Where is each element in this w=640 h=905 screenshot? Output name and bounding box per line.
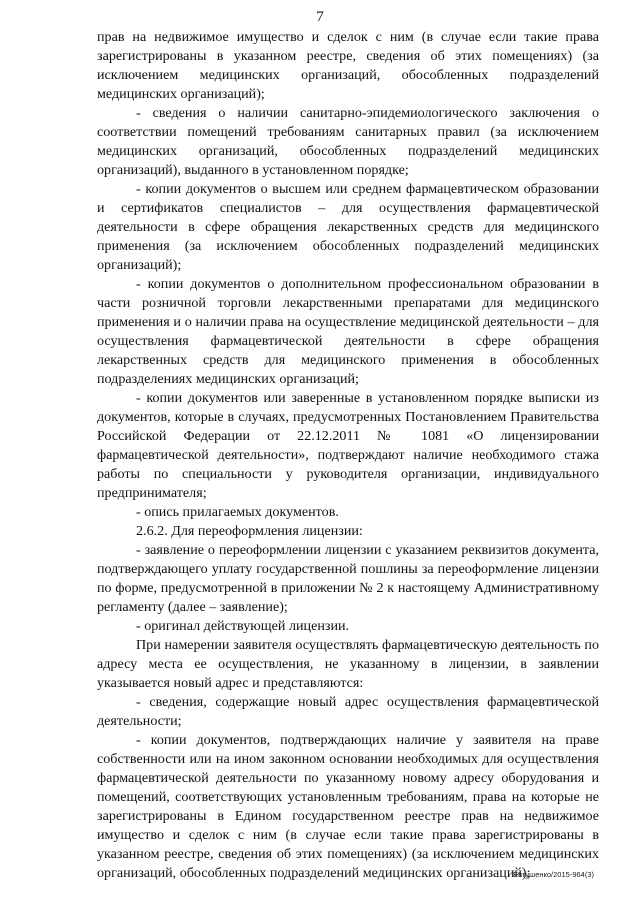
paragraph-9: - оригинал действующей лицензии. [136, 618, 350, 634]
paragraph-1: прав на недвижимое имущество и сделок с ним (в случае если такие права зарегистрированы в указанном реестре, сведения об этих помещениях) (за исключением медицинских организаций, обособленных подразделений медицинских организаций); [97, 29, 599, 102]
paragraph-11: - сведения, содержащие новый адрес осуществления фармацевтической деятельности; [97, 694, 599, 729]
paragraph-3: - копии документов о высшем или среднем фармацевтическом образовании и сертификатов специалистов – для осуществления фармацевтической деятельности в сфере обращения лекарственных средств для медицинского применения (за исключением обособленных подразделений медицинских организаций); [97, 181, 599, 273]
paragraph-4: - копии документов о дополнительном профессиональном образовании в части розничной торговли лекарственными препаратами для медицинского применения и о наличии права на осуществление медицинской деятельности – для осуществления фармацевтической деятельности в сфере обращения лекарственных средств для медицинского применения в обособленных подразделениях медицинских организаций; [97, 276, 599, 387]
paragraph-5: - копии документов или заверенные в установленном порядке выписки из документов, которые в случаях, предусмотренных Постановлением Правительства Российской Федерации от 22.12.2011 № 1081 «О лицензировании фармацевтической деятельности», подтверждают наличие необходимого стажа работы по специальности у руководителя организации, индивидуального предпринимателя; [97, 390, 599, 501]
page-number: 7 [316, 9, 324, 25]
section-heading-2-6-2: 2.6.2. Для переоформления лицензии: [136, 523, 363, 539]
paragraph-10: При намерении заявителя осуществлять фармацевтическую деятельность по адресу места ее осуществления, не указанному в лицензии, в заявлении указывается новый адрес и представляются: [97, 637, 599, 691]
paragraph-6: - опись прилагаемых документов. [136, 504, 339, 520]
paragraph-2: - сведения о наличии санитарно-эпидемиологического заключения о соответствии помещений требованиям санитарных правил (за исключением медицинских организаций, обособленных подразделений медицинских организаций), выданного в установленном порядке; [97, 105, 599, 178]
document-body [97, 28, 599, 883]
paragraph-8: - заявление о переоформлении лицензии с указанием реквизитов документа, подтверждающего уплату государственной пошлины за переоформление лицензии по форме, предусмотренной в приложении № 2 к настоящему Административному регламенту (далее – заявление); [97, 542, 599, 615]
paragraph-12: - копии документов, подтверждающих наличие у заявителя на праве собственности или на ином законном основании необходимых для осуществления фармацевтической деятельности по указанному новому адресу оборудования и помещений, соответствующих установленным требованиям, права на которые не зарегистрированы в Едином государственном реестре прав на недвижимое имущество и сделок с ним (в случае если такие права зарегистрированы в указанном реестре, сведения об этих помещениях) (за исключением медицинских организаций, обособленных подразделений медицинских организаций); [97, 732, 599, 881]
footer-document-code: Евтушенко/2015-964(3) [513, 870, 594, 879]
